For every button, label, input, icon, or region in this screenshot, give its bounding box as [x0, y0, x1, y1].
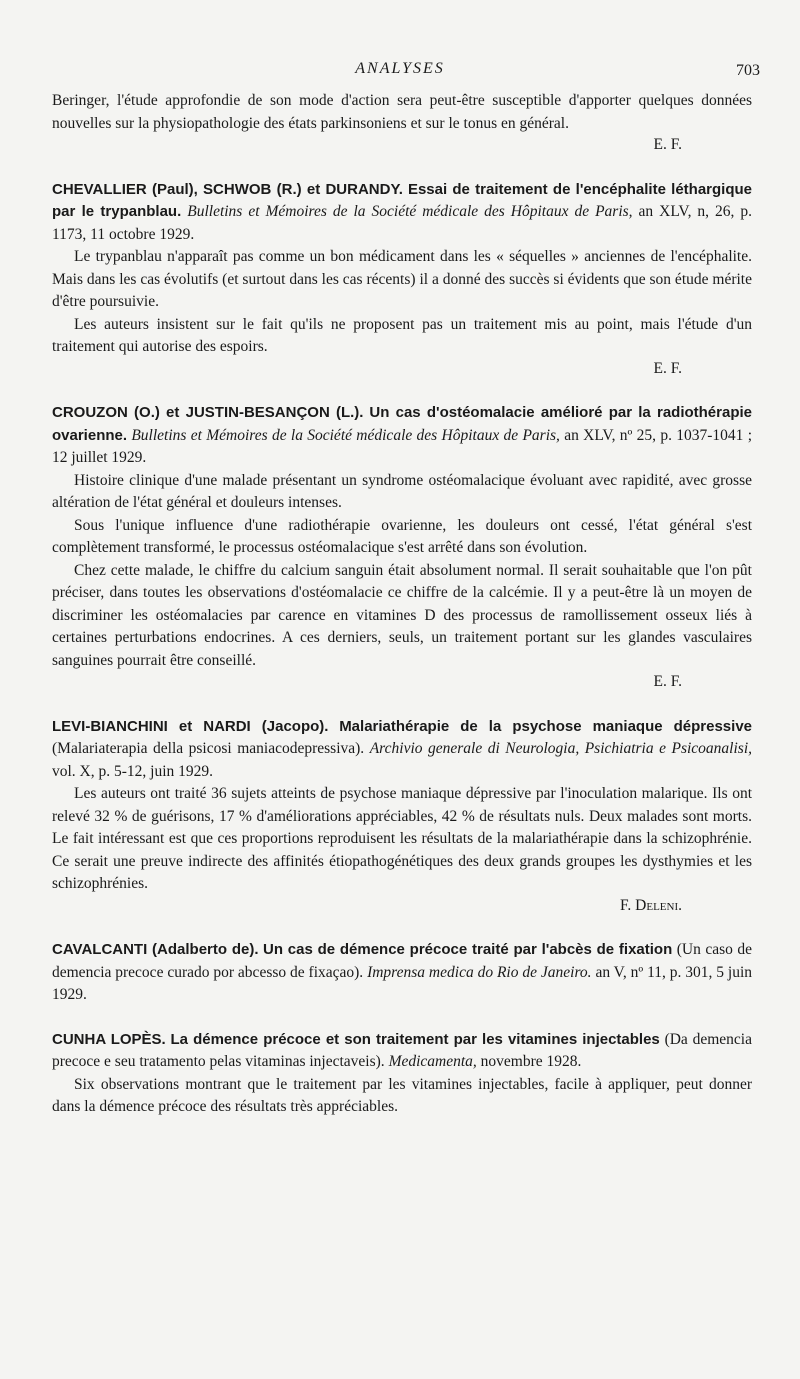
- entry-title: Essai de traitement de l'encéphalite léthargique par le trypanblau.: [52, 180, 753, 220]
- entry-authors: CHEVALLIER (Paul), SCHWOB (R.) et DURANDY.: [52, 180, 403, 198]
- entry-authors: CROUZON (O.) et JUSTIN-BESANÇON (L.).: [52, 404, 364, 421]
- entry-subtitle: (Malariaterapia della psicosi maniacodepressiva).: [52, 740, 365, 757]
- entry-details: an XLV, n, 26, p. 1173, 11 octobre 1929.: [52, 203, 753, 243]
- entry-title: Un cas de démence précoce traité par l'abcès de fixation: [263, 941, 673, 958]
- abstract-entry: [52, 402, 752, 694]
- intro-text: Beringer, l'étude approfondie de son mode d'action sera peut-être susceptible d'apporter quelques données nouvelles sur la physiopathologie des états parkinsoniens et sur le tonus en général.: [52, 92, 752, 132]
- main-column: [52, 90, 752, 1119]
- entry-heading: [52, 1029, 752, 1074]
- running-head: ANALYSES: [355, 60, 445, 77]
- entry-journal: Imprensa medica do Rio de Janeiro.: [367, 963, 592, 981]
- entry-signature-text: F. Deleni.: [620, 896, 682, 914]
- entry-paragraph: Histoire clinique d'une malade présentant un syndrome ostéomalacique évoluant avec rapidité, avec grosse altération de l'état général et douleurs intenses.: [52, 471, 752, 511]
- entry-subtitle: (Da demencia precoce e seu tratamento pelas vitaminas injectaveis).: [52, 1030, 752, 1070]
- entry-paragraph: Le trypanblau n'apparaît pas comme un bon médicament dans les « séquelles » anciennes de l'encéphalite. Mais dans les cas évolutifs (et surtout dans les cas récents) il a donné des succès si évidents que son étude mérite d'être poursuivie.: [52, 248, 752, 310]
- entry-journal: Bulletins et Mémoires de la Société médicale des Hôpitaux de Paris,: [131, 426, 560, 444]
- intro-signature: E. F.: [653, 136, 682, 153]
- entry-journal: Bulletins et Mémoires de la Société médicale des Hôpitaux de Paris,: [187, 203, 633, 220]
- page-header: [0, 58, 800, 84]
- abstract-entry: [52, 716, 752, 918]
- entry-paragraph: Chez cette malade, le chiffre du calcium sanguin était absolument normal. Il serait souhaitable que l'on pût préciser, dans toutes les observations d'ostéomalacie ce chiffre de la calcémie. Il y a peut-être là un moyen de discriminer les ostéomalacies par carence en vitamines D des processus de ramollissement osseux liés à certaines perturbations endocrines. A ces derniers, seuls, un traitement portant sur les glandes vasculaires sanguines pourrait être conseillé.: [52, 561, 752, 669]
- entry-journal: Medicamenta,: [388, 1053, 477, 1070]
- entry-signature: E. F.: [653, 673, 682, 690]
- entry-authors: LEVI-BIANCHINI et NARDI (Jacopo).: [52, 717, 329, 735]
- entry-paragraph: Les auteurs insistent sur le fait qu'ils ne proposent pas un traitement mis au point, mais l'étude d'un traitement qui autorise des espoirs.: [52, 315, 752, 355]
- entry-journal: Archivio generale di Neurologia, Psichiatria e Psicoanalisi,: [369, 740, 753, 757]
- entry-title: La démence précoce et son traitement par les vitamines injectables: [170, 1030, 660, 1048]
- entry-heading: [52, 716, 752, 784]
- entry-details: an V, nº 11, p. 301, 5 juin 1929.: [52, 963, 753, 1003]
- entry-heading: [52, 179, 752, 247]
- entry-signature: [52, 895, 752, 918]
- entry-title: Malariathérapie de la psychose maniaque dépressive: [339, 717, 753, 735]
- entry-authors: CUNHA LOPÈS.: [52, 1030, 166, 1048]
- page-number: 703: [736, 62, 760, 79]
- entry-paragraph: Six observations montrant que le traitement par les vitamines injectables, facile à appliquer, peut donner dans la démence précoce des résultats très appréciables.: [52, 1075, 752, 1115]
- entry-paragraph: Les auteurs ont traité 36 sujets atteints de psychose maniaque dépressive par l'inoculation malarique. Ils ont relevé 32 % de guérisons, 17 % d'améliorations appréciables, 42 % de résultats nuls. Deux malades sont morts. Le fait intéressant est que ces proportions reproduisent les résultats de la malariathérapie dans la schizophrénie. Ce serait une preuve indirecte des affinités étiopathogénétiques des deux grands groupes les dysthymies et les schizophrénies.: [52, 785, 752, 892]
- entry-details: vol. X, p. 5-12, juin 1929.: [52, 762, 214, 780]
- entry-authors: CAVALCANTI (Adalberto de).: [52, 941, 259, 958]
- abstract-entry: [52, 1029, 752, 1119]
- entry-heading: [52, 939, 752, 1007]
- abstract-entry: [52, 179, 752, 381]
- entry-details: an XLV, nº 25, p. 1037-1041 ; 12 juillet 1929.: [52, 426, 753, 466]
- entry-subtitle: (Un caso de demencia precoce curado por abcesso de fixaçao).: [52, 941, 753, 981]
- entry-signature: E. F.: [653, 359, 682, 377]
- entry-details: novembre 1928.: [480, 1053, 582, 1070]
- abstract-entry: [52, 939, 752, 1007]
- entry-title: Un cas d'ostéomalacie amélioré par la radiothérapie ovarienne.: [52, 404, 753, 444]
- entry-heading: [52, 402, 752, 470]
- entry-paragraph: Sous l'unique influence d'une radiothérapie ovarienne, les douleurs ont cessé, l'état général s'est complètement transformé, le processus ostéomalacique s'est arrêté dans son évolution.: [52, 516, 752, 556]
